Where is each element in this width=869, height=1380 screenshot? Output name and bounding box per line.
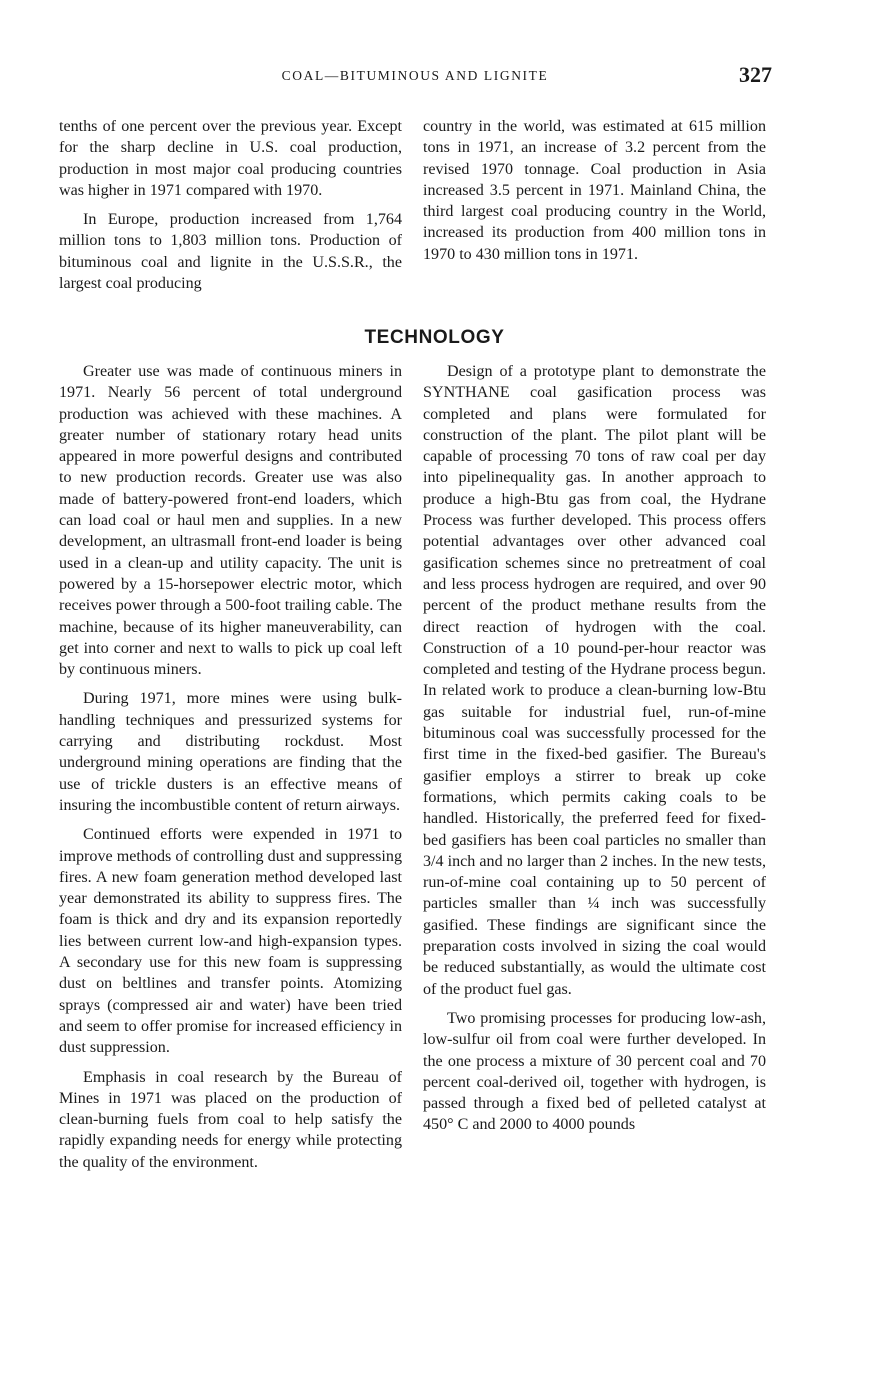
running-head: COAL—BITUMINOUS AND LIGNITE (281, 68, 549, 83)
technology-left-column (59, 361, 402, 1181)
technology-right-column (423, 361, 766, 1144)
top-left-column (59, 116, 402, 302)
section-title: TECHNOLOGY (364, 327, 505, 348)
paragraph: Design of a prototype plant to demonstrate the SYNTHANE coal gasification process was completed and plans were formulated for construction of the plant. The pilot plant will be capable of processing 70 tons of raw coal per day into pipelinequality gas. In another approach to produce a high-Btu gas from coal, the Hydrane Process was further developed. This process offers potential advantages over other advanced coal gasification schemes since no pretreatment of coal and less process hydrogen are required, and over 90 percent of the product methane results from the direct reaction of hydrogen with the coal. Construction of a 10 pound-per-hour reactor was completed and testing of the Hydrane process begun. In related work to produce a clean-burning low-Btu gas suitable for industrial fuel, run-of-mine bituminous coal was successfully processed for the first time in the fixed-bed gasifier. The Bureau's gasifier employs a stirrer to break up coke formations, which permits caking coals to be handled. Historically, the preferred feed for fixed-bed gasifiers has been coal particles no smaller than 3/4 inch and no larger than 2 inches. In the new tests, run-of-mine coal containing up to 50 percent of particles smaller than ¼ inch was successfully gasified. These findings are significant since the preparation costs involved in sizing the coal would be reduced substantially, as would the ultimate cost of the product fuel gas. (423, 363, 766, 998)
paragraph: Two promising processes for producing low-ash, low-sulfur oil from coal were further developed. In the one process a mixture of 30 percent coal and 70 percent coal-derived oil, together with hydrogen, is passed through a fixed bed of pelleted catalyst at 450° C and 2000 to 4000 pounds (423, 1009, 766, 1134)
paragraph: During 1971, more mines were using bulk-handling techniques and pressurized systems for carrying and distributing rockdust. Most underground mining operations are finding that the use of trickle dusters is an effective means of insuring the incombustible content of return airways. (59, 690, 402, 814)
paragraph: In Europe, production increased from 1,764 million tons to 1,803 million tons. Production of bituminous coal and lignite in the U.S.S.R., the largest coal producing (59, 211, 402, 293)
paragraph: Continued efforts were expended in 1971 to improve methods of controlling dust and suppressing fires. A new foam generation method developed last year demonstrated its ability to suppress fires. The foam is thick and dry and its expansion reportedly lies between current low-and high-expansion types. A secondary use for this new foam is suppressing dust on beltlines and transfer points. Atomizing sprays (compressed air and water) have been tried and seem to offer promise for increased efficiency in dust suppression. (59, 826, 402, 1057)
top-right-column (423, 116, 766, 273)
page-header (60, 62, 770, 90)
paragraph: Greater use was made of continuous miners in 1971. Nearly 56 percent of total underground production was achieved with these machines. A greater number of stationary rotary head units appeared in more powerful designs and contributed to new production records. Greater use was also made of battery-powered front-end loaders, which can load coal or haul men and supplies. In a new development, an ultrasmall front-end loader is being used in a clean-up and utility capacity. The unit is powered by a 15-horsepower electric motor, which receives power through a 500-foot trailing cable. The machine, because of its higher maneuverability, can get into corner and next to walls to pick up coal left by continuous miners. (59, 363, 402, 679)
paragraph: country in the world, was estimated at 615 million tons in 1971, an increase of 3.2 percent from the revised 1970 tonnage. Coal production in Asia increased 3.5 percent in 1971. Mainland China, the third largest coal producing country in the World, increased its production from 400 million tons in 1970 to 430 million tons in 1971. (423, 118, 766, 263)
page-number: 327 (739, 62, 772, 87)
paragraph: tenths of one percent over the previous year. Except for the sharp decline in U.S. coal production, production in most major coal producing countries was higher in 1971 compared with 1970. (59, 118, 402, 199)
paragraph: Emphasis in coal research by the Bureau of Mines in 1971 was placed on the production of clean-burning fuels from coal to help satisfy the rapidly expanding needs for energy while protecting the quality of the environment. (59, 1068, 402, 1171)
